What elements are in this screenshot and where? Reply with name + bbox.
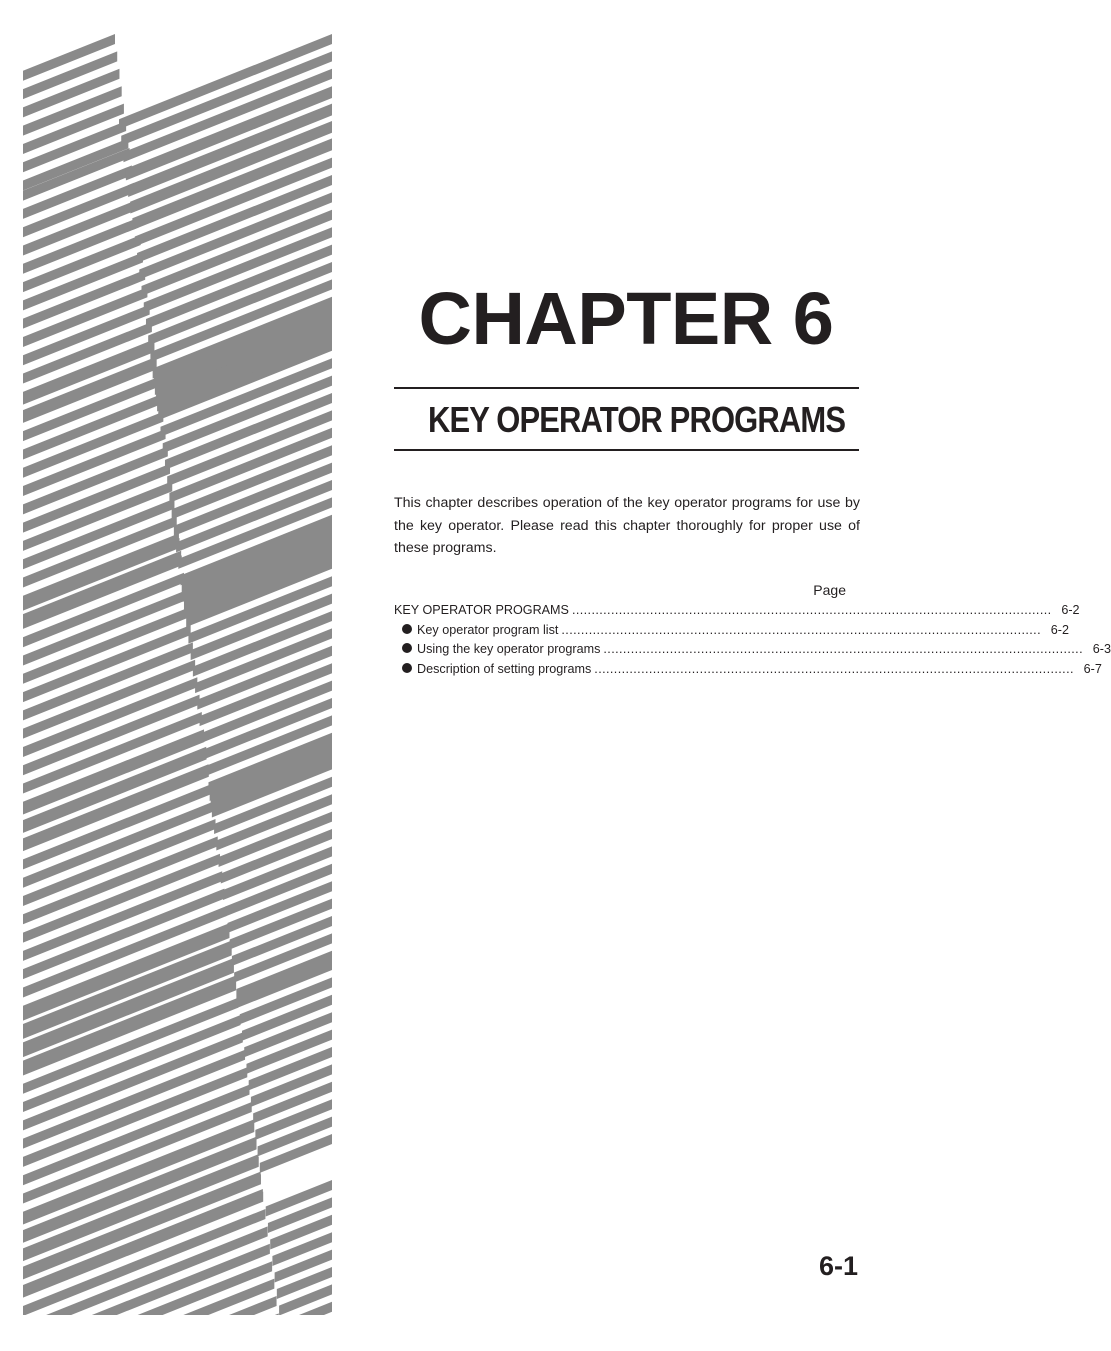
toc-entry-label: Description of setting programs xyxy=(417,662,592,677)
toc-leader-dots: ........................................................................................................................... xyxy=(594,662,1074,677)
bullet-icon xyxy=(402,643,412,653)
chapter-subtitle: KEY OPERATOR PROGRAMS xyxy=(427,399,846,440)
toc-entry-label: KEY OPERATOR PROGRAMS xyxy=(394,603,569,617)
bullet-icon xyxy=(402,663,412,673)
toc-entry-page: 6-3 xyxy=(1092,642,1111,657)
toc-entry-page: 6-2 xyxy=(1061,603,1080,617)
toc-entry-page: 6-7 xyxy=(1083,662,1102,677)
toc-entry-key-operator-programs[interactable] xyxy=(394,601,1080,621)
stripe-left xyxy=(23,1296,277,1351)
title-rule-top xyxy=(394,387,859,389)
table-of-contents xyxy=(394,601,1111,680)
toc-leader-dots: ........................................................................................................................... xyxy=(603,642,1083,657)
toc-leader-dots: ........................................................................................................................... xyxy=(571,603,1052,617)
toc-leader-dots: ........................................................................................................................... xyxy=(561,622,1041,637)
toc-page-header: Page xyxy=(813,582,846,598)
toc-entry-setting-programs[interactable] xyxy=(394,660,1102,680)
page-number: 6-1 xyxy=(818,1251,858,1281)
decorative-stripe-band xyxy=(0,0,340,1351)
toc-entry-program-list[interactable] xyxy=(394,621,1069,641)
chapter-intro: This chapter describes operation of the key operator programs for use by the key operator. Please read this chapter thoroughly for proper use of these programs. xyxy=(394,495,860,556)
bullet-icon xyxy=(402,624,412,634)
toc-entry-page: 6-2 xyxy=(1050,622,1069,637)
title-rule-bottom xyxy=(394,449,859,451)
toc-entry-label: Key operator program list xyxy=(417,622,559,637)
toc-entry-label: Using the key operator programs xyxy=(417,642,601,657)
toc-entry-using-programs[interactable] xyxy=(394,640,1111,660)
stripe-left xyxy=(23,1313,279,1351)
chapter-title: CHAPTER 6 xyxy=(418,277,834,360)
